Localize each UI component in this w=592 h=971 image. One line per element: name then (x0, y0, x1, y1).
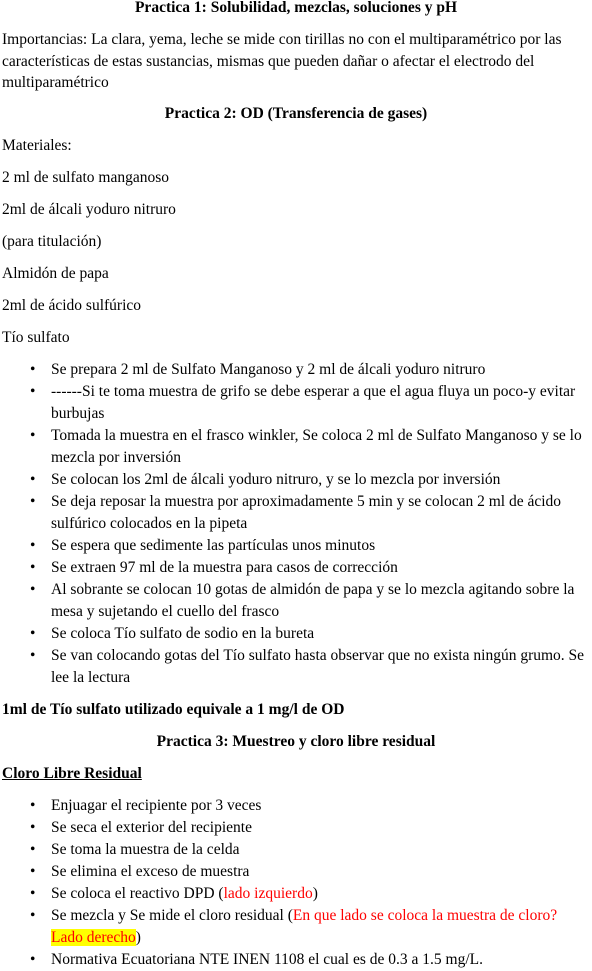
mix-answer-highlight: Lado derecho (51, 928, 136, 946)
material-item: 2ml de álcali yoduro nitruro (2, 200, 176, 218)
list-item (2, 795, 590, 817)
bullet-icon: • (30, 470, 36, 488)
list-item (2, 535, 590, 557)
bullet-icon: • (30, 426, 36, 444)
list-item (2, 425, 590, 469)
bullet-icon: • (30, 950, 36, 968)
list-item (2, 883, 590, 905)
dpd-prefix: Se coloca el reactivo DPD ( (51, 884, 224, 902)
material-item: Tío sulfato (2, 328, 70, 346)
list-item-text: Se seca el exterior del recipiente (51, 818, 252, 836)
list-item-text: Enjuagar el recipiente por 3 veces (51, 796, 262, 814)
bullet-icon: • (30, 360, 36, 378)
material-item: Almidón de papa (2, 264, 109, 282)
material-item: (para titulación) (2, 232, 102, 250)
list-item (2, 381, 590, 425)
bullet-icon: • (30, 646, 36, 664)
practica1-importance-paragraph: Importancias: La clara, yema, leche se mide con tirillas no con el multiparamétrico por las características de estas sustancias, mismas que pueden dañar o afectar el electrodo del multiparamétrico (2, 31, 562, 91)
list-item-text: Se toma la muestra de la celda (51, 840, 240, 858)
bullet-icon: • (30, 492, 36, 510)
list-item-text: Se elimina el exceso de muestra (51, 862, 250, 880)
material-item: 2ml de ácido sulfúrico (2, 296, 142, 314)
bullet-icon: • (30, 796, 36, 814)
practica2-title: Practica 2: OD (Transferencia de gases) (164, 104, 428, 122)
material-item: 2 ml de sulfato manganoso (2, 168, 170, 186)
list-item (2, 491, 590, 535)
list-item-text: Normativa Ecuatoriana NTE INEN 1108 el cual es de 0.3 a 1.5 mg/L. (51, 950, 483, 968)
list-item (2, 949, 590, 971)
mix-suffix: ) (135, 928, 141, 946)
list-item-text: Se van colocando gotas del Tío sulfato hasta observar que no exista ningún grumo. Se lee la lectura (51, 646, 585, 686)
list-item-text: Se deja reposar la muestra por aproximadamente 5 min y se colocan 2 ml de ácido sulfúrico colocados en la pipeta (51, 492, 562, 532)
bullet-icon: • (30, 862, 36, 880)
bullet-icon: • (30, 558, 36, 576)
list-item (2, 469, 590, 491)
list-item (2, 861, 590, 883)
bullet-icon: • (30, 536, 36, 554)
materials-heading: Materiales: (2, 136, 72, 154)
bullet-icon: • (30, 580, 36, 598)
practica3-steps-list (2, 795, 590, 971)
practica2-steps-list (2, 359, 590, 689)
mix-prefix: Se mezcla y Se mide el cloro residual ( (51, 906, 293, 924)
list-item-text: ------Si te toma muestra de grifo se debe esperar a que el agua fluya un poco-y evitar burbujas (51, 382, 576, 422)
list-item-text: Se colocan los 2ml de álcali yoduro nitruro, y se lo mezcla por inversión (51, 470, 501, 488)
list-item (2, 623, 590, 645)
cloro-subheading: Cloro Libre Residual (2, 764, 142, 782)
materials-section (2, 135, 590, 349)
od-conclusion: 1ml de Tío sulfato utilizado equivale a 1 mg/l de OD (2, 700, 345, 718)
list-item (2, 557, 590, 579)
list-item-text: Tomada la muestra en el frasco winkler, Se coloca 2 ml de Sulfato Manganoso y se lo mezcla por inversión (51, 426, 582, 466)
list-item (2, 359, 590, 381)
bullet-icon: • (30, 382, 36, 400)
list-item (2, 817, 590, 839)
list-item (2, 905, 590, 949)
bullet-icon: • (30, 624, 36, 642)
bullet-icon: • (30, 906, 36, 924)
mix-question: En que lado se coloca la muestra de cloro? (292, 906, 558, 924)
list-item-text: Se prepara 2 ml de Sulfato Manganoso y 2 ml de álcali yoduro nitruro (51, 360, 486, 378)
practica1-title: Practica 1: Solubilidad, mezclas, soluciones y pH (134, 0, 458, 16)
list-item (2, 839, 590, 861)
bullet-icon: • (30, 884, 36, 902)
list-item (2, 579, 590, 623)
dpd-suffix: ) (312, 884, 318, 902)
bullet-icon: • (30, 818, 36, 836)
list-item-text: Se extraen 97 ml de la muestra para casos de corrección (51, 558, 398, 576)
list-item-text: Se coloca Tío sulfato de sodio en la bureta (51, 624, 315, 642)
bullet-icon: • (30, 840, 36, 858)
dpd-note: lado izquierdo (223, 884, 313, 902)
list-item-text: Al sobrante se colocan 10 gotas de almidón de papa y se lo mezcla agitando sobre la mesa y sujetando el cuello del frasco (51, 580, 575, 620)
list-item (2, 645, 590, 689)
practica3-title: Practica 3: Muestreo y cloro libre residual (156, 732, 436, 750)
list-item-text: Se espera que sedimente las partículas unos minutos (51, 536, 376, 554)
